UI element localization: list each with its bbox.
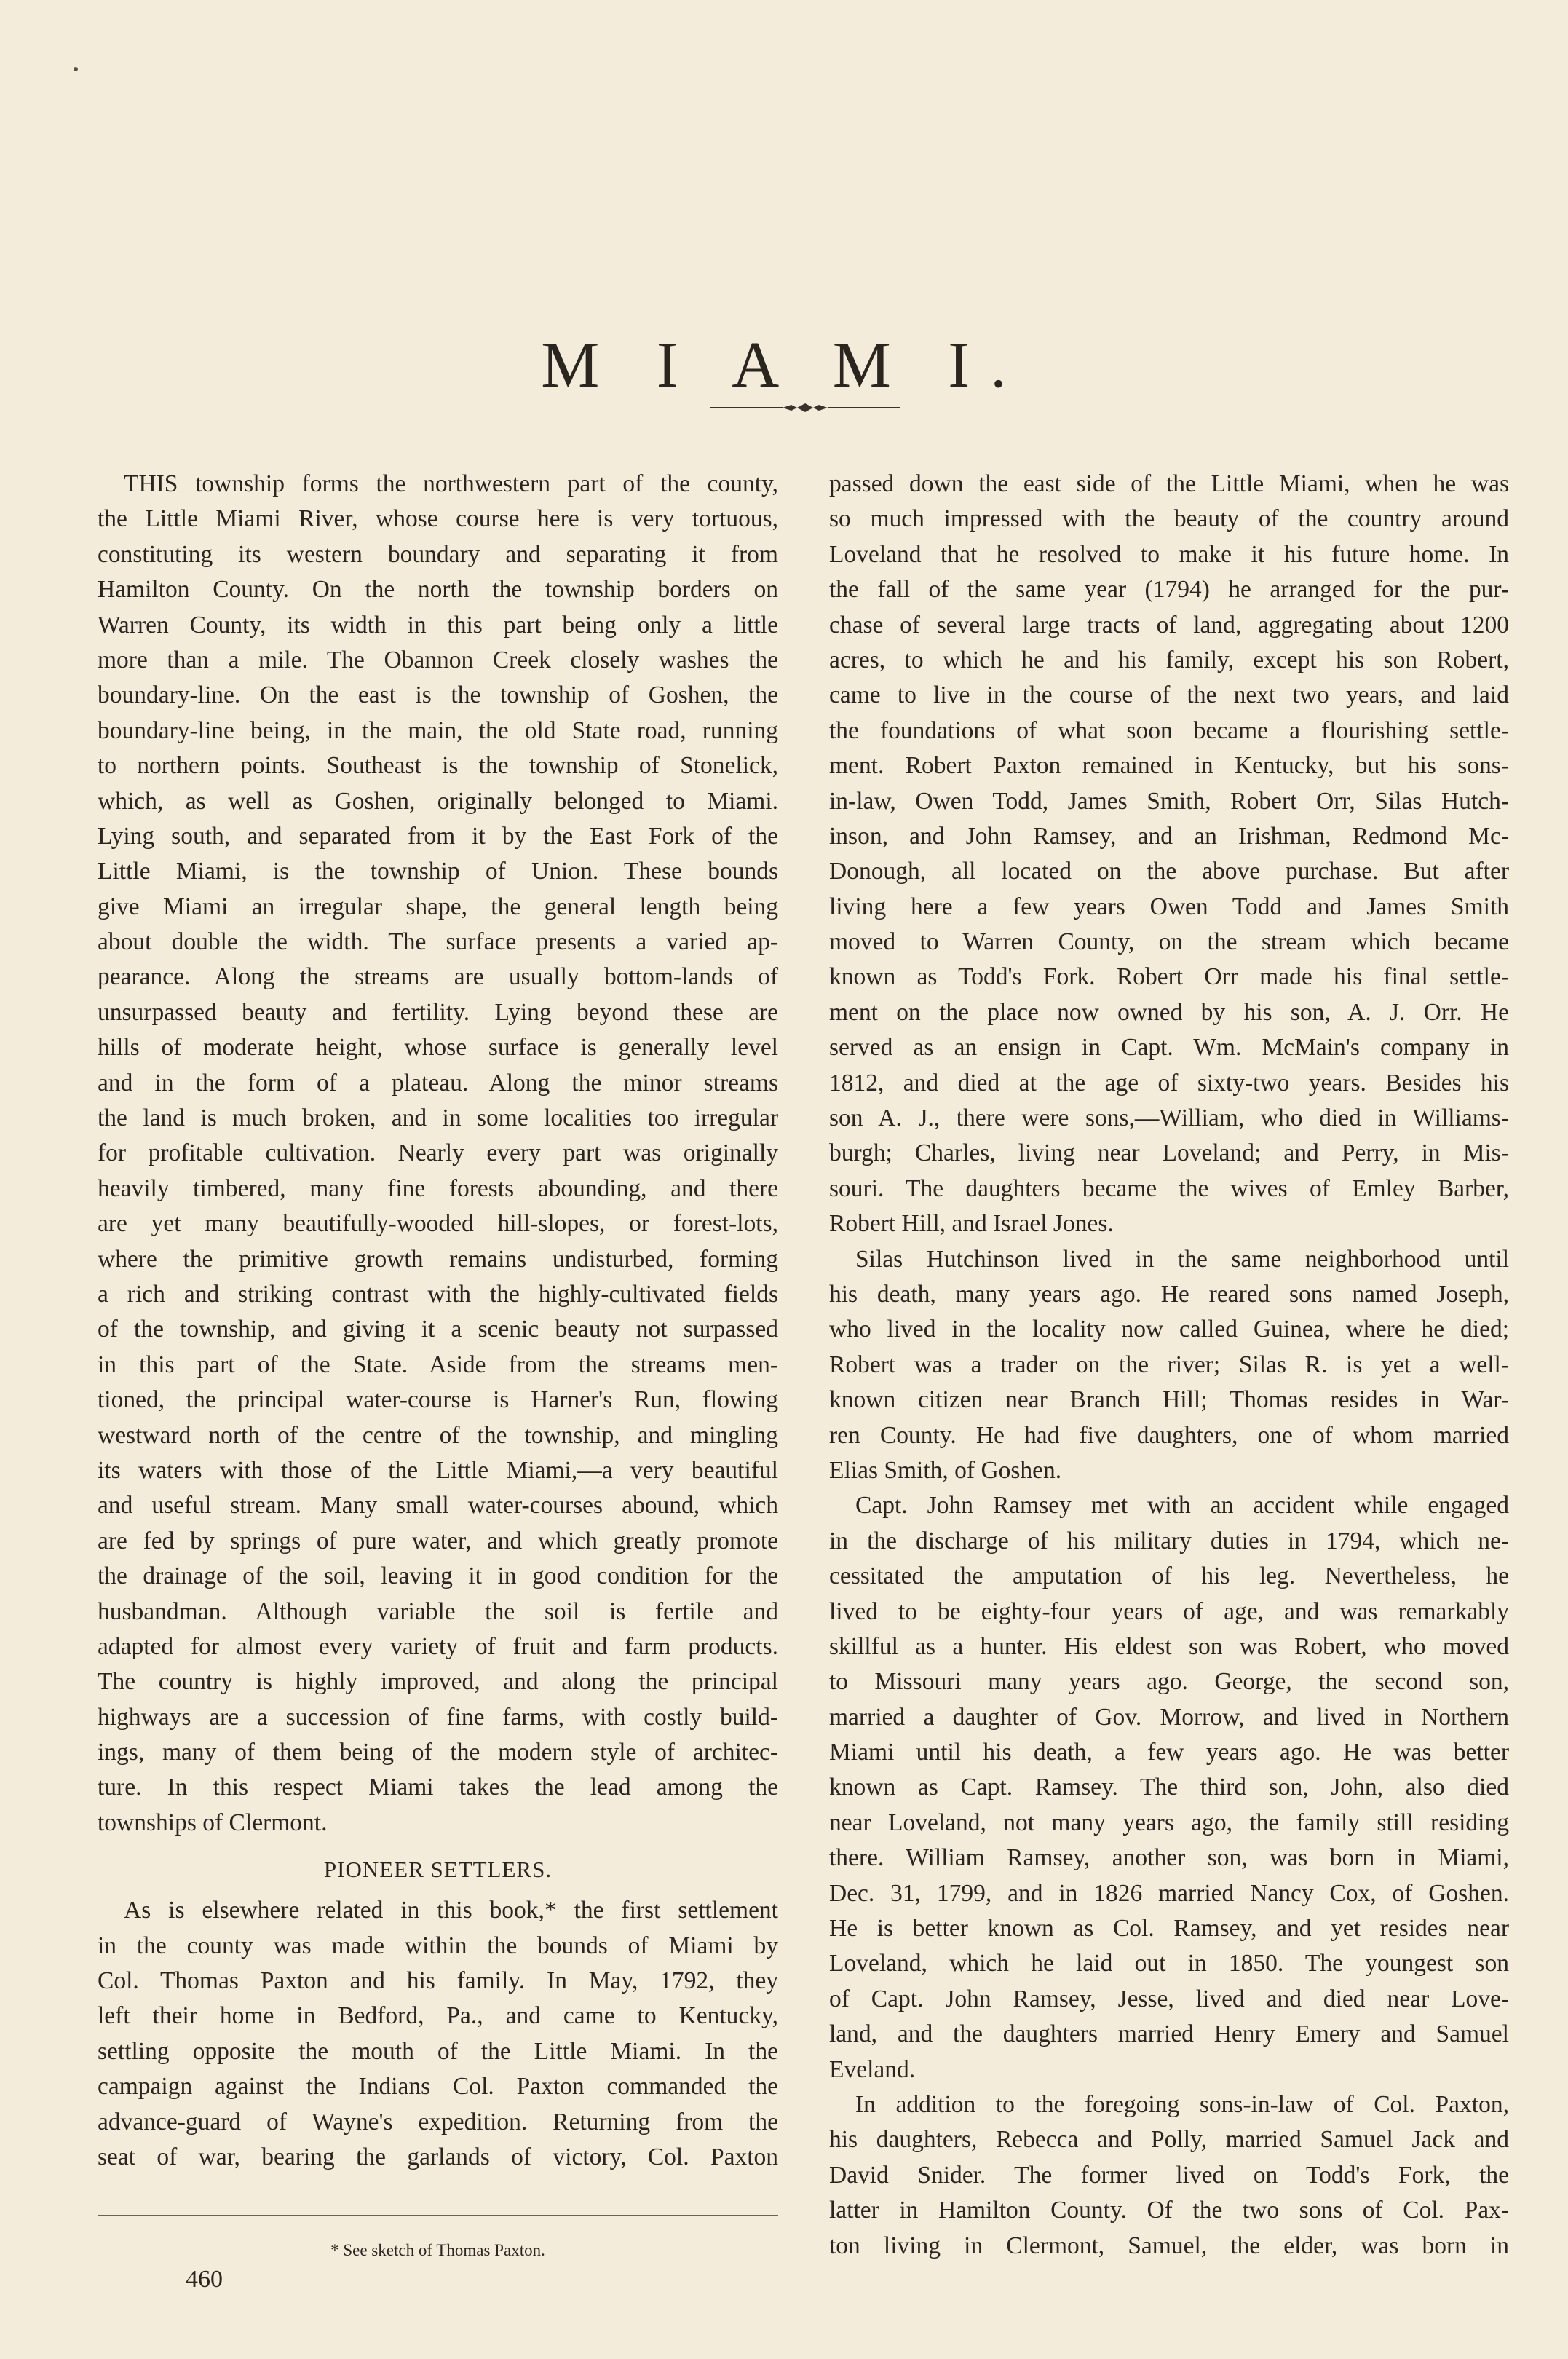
- text-line: burgh; Charles, living near Loveland; and Perry, in Mis-: [829, 1139, 1509, 1167]
- text-line: which, as well as Goshen, originally belonged to Miami.: [98, 787, 778, 815]
- text-line: settling opposite the mouth of the Little Miami. In the: [98, 2037, 778, 2065]
- text-line: Donough, all located on the above purchase. But after: [829, 858, 1509, 885]
- text-line: near Loveland, not many years ago, the family still residing: [829, 1809, 1509, 1836]
- text-line: in the discharge of his military duties in 1794, which ne-: [829, 1527, 1509, 1554]
- text-line: are fed by springs of pure water, and which greatly promote: [98, 1527, 778, 1554]
- text-line: so much impressed with the beauty of the country around: [829, 505, 1509, 533]
- text-line: seat of war, bearing the garlands of victory, Col. Paxton: [98, 2143, 778, 2170]
- text-line: tioned, the principal water-course is Harner's Run, flowing: [98, 1386, 778, 1414]
- text-line: a rich and striking contrast with the highly-cultivated fields: [98, 1280, 778, 1308]
- text-line: heavily timbered, many fine forests abounding, and there: [98, 1174, 778, 1202]
- text-line: the land is much broken, and in some localities too irregular: [98, 1105, 778, 1132]
- text-line: known as Todd's Fork. Robert Orr made his final settle-: [829, 963, 1509, 991]
- text-line: souri. The daughters became the wives of Emley Barber,: [829, 1174, 1509, 1202]
- text-line: ment on the place now owned by his son, A. J. Orr. He: [829, 998, 1509, 1026]
- text-line: his daughters, Rebecca and Polly, married Samuel Jack and: [829, 2126, 1509, 2154]
- text-line: more than a mile. The Obannon Creek closely washes the: [98, 646, 778, 673]
- text-line: boundary-line being, in the main, the old State road, running: [98, 716, 778, 744]
- text-line: the fall of the same year (1794) he arranged for the pur-: [829, 576, 1509, 604]
- text-line: constituting its western boundary and separating it from: [98, 540, 778, 568]
- text-line: in the county was made within the bounds of Miami by: [98, 1932, 778, 1959]
- text-line: skillful as a hunter. His eldest son was Robert, who moved: [829, 1632, 1509, 1660]
- text-line: to Missouri many years ago. George, the second son,: [829, 1668, 1509, 1696]
- text-line: known citizen near Branch Hill; Thomas resides in War-: [829, 1386, 1509, 1414]
- text-line: Capt. John Ramsey met with an accident while engaged: [855, 1492, 1509, 1520]
- text-line: He is better known as Col. Ramsey, and yet resides near: [829, 1915, 1509, 1943]
- text-line: campaign against the Indians Col. Paxton commanded the: [98, 2073, 778, 2101]
- text-line: chase of several large tracts of land, aggregating about 1200: [829, 611, 1509, 639]
- footnote: * See sketch of Thomas Paxton.: [330, 2241, 545, 2259]
- text-line: Elias Smith, of Goshen.: [829, 1456, 1062, 1484]
- title-ornament-divider: [710, 402, 900, 414]
- text-line: Loveland that he resolved to make it his future home. In: [829, 540, 1509, 568]
- text-line: acres, to which he and his family, except his son Robert,: [829, 646, 1509, 673]
- text-line: ren County. He had five daughters, one of whom married: [829, 1421, 1509, 1449]
- text-line: Warren County, its width in this part being only a little: [98, 611, 778, 639]
- text-line: Miami until his death, a few years ago. He was better: [829, 1739, 1509, 1766]
- text-line: there. William Ramsey, another son, was born in Miami,: [829, 1844, 1509, 1872]
- text-line: of Capt. John Ramsey, Jesse, lived and died near Love-: [829, 1985, 1509, 2012]
- text-line: living here a few years Owen Todd and James Smith: [829, 893, 1509, 920]
- text-line: son A. J., there were sons,—William, who died in Williams-: [829, 1105, 1509, 1132]
- text-line: left their home in Bedford, Pa., and came to Kentucky,: [98, 2002, 778, 2030]
- text-line: townships of Clermont.: [98, 1809, 328, 1836]
- text-line: are yet many beautifully-wooded hill-slopes, or forest-lots,: [98, 1210, 778, 1238]
- text-line: his death, many years ago. He reared sons named Joseph,: [829, 1280, 1509, 1308]
- right-column: [829, 467, 1509, 2264]
- text-line: Loveland, which he laid out in 1850. The youngest son: [829, 1950, 1509, 1977]
- text-line: ture. In this respect Miami takes the lead among the: [98, 1774, 778, 1801]
- text-line: in-law, Owen Todd, James Smith, Robert Orr, Silas Hutch-: [829, 787, 1509, 815]
- text-line: the drainage of the soil, leaving it in good condition for the: [98, 1562, 778, 1590]
- text-line: Robert was a trader on the river; Silas R. is yet a well-: [829, 1351, 1509, 1378]
- page-title: M I A M I.: [541, 329, 1027, 402]
- text-line: give Miami an irregular shape, the general length being: [98, 893, 778, 920]
- text-line: Little Miami, is the township of Union. These bounds: [98, 858, 778, 885]
- text-line: in this part of the State. Aside from the streams men-: [98, 1351, 778, 1378]
- text-line: advance-guard of Wayne's expedition. Returning from the: [98, 2108, 778, 2135]
- text-line: where the primitive growth remains undisturbed, forming: [98, 1245, 778, 1273]
- text-line: Eveland.: [829, 2055, 916, 2083]
- text-line: and useful stream. Many small water-courses abound, which: [98, 1492, 778, 1520]
- text-line: and in the form of a plateau. Along the minor streams: [98, 1069, 778, 1096]
- text-line: Hamilton County. On the north the township borders on: [98, 576, 778, 604]
- text-line: Silas Hutchinson lived in the same neighborhood until: [855, 1245, 1509, 1273]
- text-line: land, and the daughters married Henry Emery and Samuel: [829, 2020, 1509, 2048]
- section-heading: PIONEER SETTLERS.: [323, 1857, 553, 1883]
- text-line: The country is highly improved, and along the principal: [98, 1668, 778, 1696]
- text-line: lived to be eighty-four years of age, and was remarkably: [829, 1597, 1509, 1625]
- text-line: known as Capt. Ramsey. The third son, John, also died: [829, 1774, 1509, 1801]
- text-line: adapted for almost every variety of fruit and farm products.: [98, 1632, 778, 1660]
- text-line: its waters with those of the Little Miami,—a very beautiful: [98, 1456, 778, 1484]
- text-line: passed down the east side of the Little Miami, when he was: [829, 470, 1509, 497]
- text-line: married a daughter of Gov. Morrow, and lived in Northern: [829, 1703, 1509, 1731]
- text-line: 1812, and died at the age of sixty-two years. Besides his: [829, 1069, 1509, 1096]
- text-line: Lying south, and separated from it by the East Fork of the: [98, 822, 778, 850]
- text-line: to northern points. Southeast is the township of Stonelick,: [98, 752, 778, 780]
- text-line: cessitated the amputation of his leg. Nevertheless, he: [829, 1562, 1509, 1590]
- text-line: Dec. 31, 1799, and in 1826 married Nancy Cox, of Goshen.: [829, 1879, 1509, 1907]
- text-line: about double the width. The surface presents a varied ap-: [98, 928, 778, 956]
- text-line: inson, and John Ramsey, and an Irishman, Redmond Mc-: [829, 822, 1509, 850]
- text-line: Col. Thomas Paxton and his family. In May, 1792, they: [98, 1967, 778, 1995]
- page-number: 460: [186, 2266, 223, 2293]
- text-line: ton living in Clermont, Samuel, the elder, was born in: [829, 2232, 1509, 2259]
- text-line: highways are a succession of fine farms, with costly build-: [98, 1703, 778, 1731]
- text-line: moved to Warren County, on the stream which became: [829, 928, 1509, 956]
- text-line: THIS township forms the northwestern part of the county,: [124, 470, 778, 497]
- text-line: boundary-line. On the east is the township of Goshen, the: [98, 681, 778, 709]
- text-line: pearance. Along the streams are usually bottom-lands of: [98, 963, 778, 991]
- text-line: the foundations of what soon became a flourishing settle-: [829, 716, 1509, 744]
- text-line: unsurpassed beauty and fertility. Lying beyond these are: [98, 998, 778, 1026]
- text-line: hills of moderate height, whose surface is generally level: [98, 1034, 778, 1062]
- text-line: Robert Hill, and Israel Jones.: [829, 1210, 1114, 1238]
- text-line: David Snider. The former lived on Todd's Fork, the: [829, 2161, 1509, 2189]
- footnote-rule: [98, 2215, 778, 2216]
- text-line: As is elsewhere related in this book,* the first settlement: [124, 1897, 778, 1924]
- text-line: came to live in the course of the next two years, and laid: [829, 681, 1509, 709]
- print-speck: [74, 67, 78, 71]
- text-line: for profitable cultivation. Nearly every part was originally: [98, 1139, 778, 1167]
- text-line: served as an ensign in Capt. Wm. McMain's company in: [829, 1034, 1509, 1062]
- text-line: of the township, and giving it a scenic beauty not surpassed: [98, 1316, 778, 1343]
- text-line: who lived in the locality now called Guinea, where he died;: [829, 1316, 1509, 1343]
- text-line: ings, many of them being of the modern style of architec-: [98, 1739, 778, 1766]
- text-line: In addition to the foregoing sons-in-law of Col. Paxton,: [855, 2090, 1509, 2118]
- text-line: ment. Robert Paxton remained in Kentucky, but his sons-: [829, 752, 1509, 780]
- text-line: the Little Miami River, whose course here is very tortuous,: [98, 505, 778, 533]
- text-line: husbandman. Although variable the soil is fertile and: [98, 1597, 778, 1625]
- text-line: latter in Hamilton County. Of the two sons of Col. Pax-: [829, 2197, 1509, 2224]
- text-line: westward north of the centre of the township, and mingling: [98, 1421, 778, 1449]
- left-column: [98, 467, 778, 2175]
